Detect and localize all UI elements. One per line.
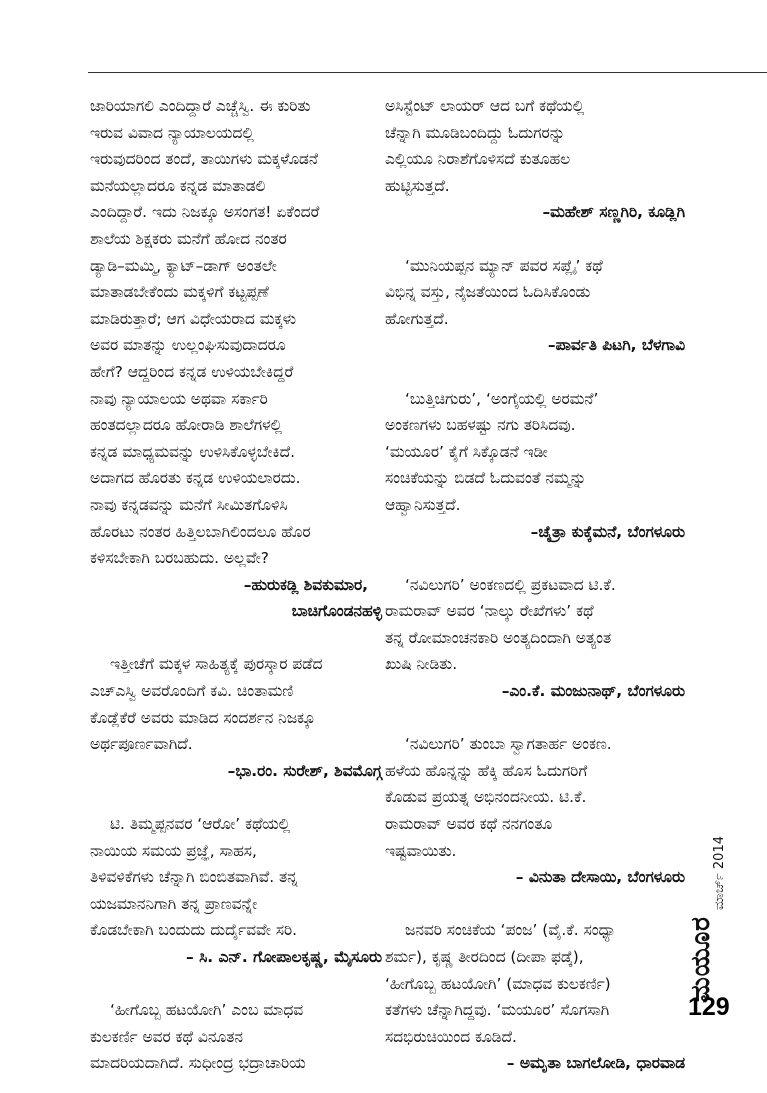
letter-signature: –ಚೈತ್ರಾ ಕುಕ್ಕೆಮನೆ, ಬೆಂಗಳೂರು	[530, 522, 685, 541]
body-line: ಮಾದರಿಯದಾಗಿದೆ. ಸುಧೀಂದ್ರ ಭದ್ರಾಚಾರಿಯ	[90, 1054, 306, 1073]
body-line: ಹೊರಟು ನಂತರ ಹಿತ್ತಿಲಬಾಗಿಲಿಂದಲೂ ಹೊರ	[90, 522, 311, 541]
letter	[385, 917, 685, 1077]
body-line: ಹಳೆಯ ಹೊನ್ನನ್ನು ಹೆಕ್ಕಿ ಹೊಸ ಓದುಗರಿಗೆ	[385, 761, 588, 780]
body-line: ಹೋಗುತ್ತದೆ.	[385, 309, 449, 328]
letter-signature: –ಪಾರ್ವತಿ ಪಿಟಗಿ, ಬೆಳಗಾವಿ	[547, 336, 685, 355]
body-line: ಶಾಲೆಯ ಶಿಕ್ಷಕರು ಮನೆಗೆ ಹೋದ ನಂತರ	[90, 229, 287, 248]
spacer	[90, 625, 382, 652]
letter-signature: – ಅಮೃತಾ ಬಾಗಲೋಡಿ, ಧಾರವಾಡ	[506, 1054, 685, 1073]
letter	[385, 572, 685, 705]
spacer	[90, 784, 382, 811]
body-line: ಜಾರಿಯಾಗಲಿ ಎಂದಿದ್ದಾರೆ ಎಚ್ಚೆಸ್ವಿ. ಈ ಕುರಿತು	[90, 97, 311, 115]
top-rule	[88, 72, 767, 73]
body-line: ಸಂಚಿಕೆಯನ್ನು ಬಿಡದೆ ಓದುವಂತೆ ನಮ್ಮನ್ನು	[385, 469, 587, 488]
body-line: ಅರ್ಥಪೂರ್ಣವಾಗಿದೆ.	[90, 735, 193, 754]
body-line: ‘ನವಿಲುಗರಿ’ ಅಂಕಣದಲ್ಲಿ ಪ್ರಕಟವಾದ ಟಿ.ಕೆ.	[405, 575, 616, 594]
body-line: ಮನೆಯಲ್ಲಾದರೂ ಕನ್ನಡ ಮಾತಾಡಲಿ	[90, 176, 266, 195]
body-line: ಶರ್ಮ), ಕೃಷ್ಣ ತೀರದಿಂದ (ದೀಪಾ ಫಡ್ಕೆ),	[385, 948, 584, 966]
body-line: ವಿಭಿನ್ನ ವಸ್ತು, ನೈಜತೆಯಿಂದ ಓದಿಸಿಕೊಂಡು	[385, 283, 591, 302]
letter-signature: – ಸಿ. ಎನ್. ಗೋಪಾಲಕೃಷ್ಣ, ಮೈಸೂರು	[186, 948, 382, 966]
body-line: ತಿಳಿವಳಿಕೆಗಳು ಚೆನ್ನಾಗಿ ಬಿಂಬಿತವಾಗಿವೆ. ತನ್ನ	[90, 868, 298, 887]
body-line: ‘ಹೀಗೊಬ್ಬ ಹಟಯೋಗಿ’ (ಮಾಧವ ಕುಲಕರ್ಣಿ)	[385, 974, 611, 993]
letter-signature: – ವಿನುತಾ ದೇಸಾಯಿ, ಬೆಂಗಳೂರು	[515, 868, 685, 887]
body-line: ಡ್ಯಾಡಿ–ಮಮ್ಮಿ, ಕ್ಯಾಟ್–ಡಾಗ್ ಅಂತಲೇ	[90, 256, 277, 275]
body-line: ‘ಬುತ್ತಿಚಿಗುರು’, ‘ಅಂಗೈಯಲ್ಲಿ ಅರಮನೆ’	[405, 389, 599, 408]
body-line: ‘ನವಿಲುಗರಿ’ ತುಂಬಾ ಸ್ವಾಗತಾರ್ಹ ಅಂಕಣ.	[405, 735, 612, 754]
body-line: ಸದಭಿರುಚಿಯಿಂದ ಕೂಡಿದೆ.	[385, 1027, 517, 1046]
body-line: ಎಚ್ಎಸ್ವಿ ಅವರೊಂದಿಗೆ ಕವಿ. ಚಿಂತಾಮಣಿ	[90, 682, 294, 701]
page-number: 129	[688, 993, 730, 1021]
body-line: ನಾಯಿಯ ಸಮಯ ಪ್ರಜ್ಞೆ, ಸಾಹಸ,	[90, 841, 257, 860]
body-line: ಕೊಡಬೇಕಾಗಿ ಬಂದುದು ದುರ್ದೈವವೇ ಸರಿ.	[90, 921, 298, 940]
body-line: ಅಸಿಸ್ಟೆಂಟ್ ಲಾಯರ್ ಆದ ಬಗೆ ಕಥೆಯಲ್ಲಿ	[385, 97, 585, 115]
body-line: ಇತ್ತೀಚೆಗೆ ಮಕ್ಕಳ ಸಾಹಿತ್ಯಕ್ಕೆ ಪುರಸ್ಕಾರ ಪಡೆದ	[110, 655, 323, 674]
body-line: ಅವರ ಮಾತನ್ನು ಉಲ್ಲಂಘಿಸುವುದಾದರೂ	[90, 336, 286, 355]
right-column	[385, 93, 685, 1077]
body-line: ನಾವು ಕನ್ನಡವನ್ನು ಮನೆಗೆ ಸೀಮಿತಗೊಳಿಸಿ	[90, 495, 288, 514]
body-line: ‘ಹೀಗೊಬ್ಬ ಹಟಯೋಗಿ’ ಎಂಬ ಮಾಧವ	[110, 1001, 304, 1020]
letter	[90, 93, 382, 625]
spacer	[385, 226, 685, 253]
body-line: ಎಲ್ಲಿಯೂ ನಿರಾಶೆಗೊಳಿಸದೆ ಕುತೂಹಲ	[385, 150, 571, 169]
body-line: ತನ್ನ ರೋಮಾಂಚನಕಾರಿ ಅಂತ್ಯದಿಂದಾಗಿ ಅತ್ಯಂತ	[385, 628, 612, 647]
letter-signature: –ಹುರುಕಡ್ಲಿ ಶಿವಕುಮಾರ,	[243, 575, 368, 594]
issue-date: ಮಾರ್ಚ್ 2014	[712, 836, 727, 910]
body-line: ಕುಲಕರ್ಣಿ ಅವರ ಕಥೆ ವಿನೂತನ	[90, 1027, 243, 1046]
body-line: ಟಿ. ತಿಮ್ಮಪ್ಪನವರ ‘ಆರೋ’ ಕಥೆಯಲ್ಲಿ	[110, 815, 291, 834]
body-line: ಖುಷಿ ನೀಡಿತು.	[385, 655, 458, 674]
spacer	[385, 545, 685, 572]
body-line: ಇರುವುದರಿಂದ ತಂದೆ, ತಾಯಿಗಳು ಮಕ್ಕಳೊಡನೆ	[90, 150, 319, 169]
letter-signature: ಬಾಚಿಗೊಂಡನಹಳ್ಳಿ	[291, 602, 382, 621]
body-line: ಎಂದಿದ್ದಾರೆ. ಇದು ನಿಜಕ್ಕೂ ಅಸಂಗತ! ಏಕೆಂದರೆ	[90, 203, 320, 222]
body-line: ಜನವರಿ ಸಂಚಿಕೆಯ ‘ಪಂಜ’ (ವೈ.ಕೆ. ಸಂಧ್ಯಾ	[405, 921, 617, 940]
body-line: ಹೇಗೆ? ಆದ್ದರಿಂದ ಕನ್ನಡ ಉಳಿಯಬೇಕಿದ್ದರೆ	[90, 362, 294, 381]
body-line: ಯಜಮಾನನಿಗಾಗಿ ತನ್ನ ಪ್ರಾಣವನ್ನೇ	[90, 894, 258, 913]
spacer	[385, 705, 685, 732]
body-line: ರಾಮರಾವ್ ಅವರ ಕಥೆ ನನಗಂತೂ	[385, 815, 553, 834]
letter	[90, 811, 382, 971]
body-line: ಅದಾಗದ ಹೊರತು ಕನ್ನಡ ಉಳಿಯಲಾರದು.	[90, 469, 301, 488]
letter	[385, 731, 685, 891]
letter-signature: –ಎಂ.ಕೆ. ಮಂಜುನಾಥ್, ಬೆಂಗಳೂರು	[501, 682, 685, 701]
spacer	[385, 359, 685, 386]
body-line: ಇಷ್ಟವಾಯಿತು.	[385, 841, 457, 860]
letter	[385, 386, 685, 546]
body-line: ಚೆನ್ನಾಗಿ ಮೂಡಿಬಂದಿದ್ದು ಓದುಗರನ್ನು	[385, 123, 566, 142]
body-line: ಹುಟ್ಟಿಸುತ್ತದೆ.	[385, 176, 450, 195]
body-line: ಕನ್ನಡ ಮಾಧ್ಯಮವನ್ನು ಉಳಿಸಿಕೊಳ್ಳಬೇಕಿದೆ.	[90, 442, 296, 461]
body-line: ಆಹ್ವಾನಿಸುತ್ತದೆ.	[385, 495, 461, 514]
body-line: ಕೊಡ್ಲೆಕೆರೆ ಅವರು ಮಾಡಿದ ಸಂದರ್ಶನ ನಿಜಕ್ಕೂ	[90, 708, 316, 727]
body-line: ನಾವು ನ್ಯಾಯಾಲಯ ಅಥವಾ ಸರ್ಕಾರಿ	[90, 389, 268, 408]
body-line: ಕೊಡುವ ಪ್ರಯತ್ನ ಅಭಿನಂದನೀಯ. ಟಿ.ಕೆ.	[385, 788, 587, 807]
letter	[385, 93, 685, 226]
letter	[90, 997, 382, 1077]
letter	[90, 651, 382, 784]
magazine-logo: ಮಯೂರ	[686, 916, 716, 1002]
letter-signature: –ಮಹೇಶ್ ಸಣ್ಣಗಿರಿ, ಕೂಡ್ಲಿಗಿ	[542, 203, 685, 222]
body-line: ಕಳಿಸಬೇಕಾಗಿ ಬರಬಹುದು. ಅಲ್ಲವೇ?	[90, 549, 269, 568]
body-line: ಅಂಕಣಗಳು ಬಹಳಷ್ಟು ನಗು ತರಿಸಿದವು.	[385, 416, 576, 435]
body-line: ರಾಮರಾವ್ ಅವರ ‘ನಾಲ್ಕು ರೇಖೆಗಳು’ ಕಥೆ	[385, 602, 594, 621]
spacer	[385, 891, 685, 918]
body-line: ‘ಮಯೂರ’ ಕೈಗೆ ಸಿಕ್ಕೊಡನೆ ಇಡೀ	[385, 442, 548, 461]
spacer	[90, 971, 382, 998]
left-column	[90, 93, 382, 1077]
letter-signature: –ಭಾ.ರಂ. ಸುರೇಶ್, ಶಿವಮೊಗ್ಗ	[227, 761, 382, 780]
body-line: ಇರುವ ವಿವಾದ ನ್ಯಾಯಾಲಯದಲ್ಲಿ	[90, 123, 254, 142]
body-line: ‘ಮುನಿಯಪ್ಪನ ಮ್ಯಾನ್ ಪವರ ಸಪ್ಲೈ’ ಕಥೆ	[405, 256, 603, 275]
body-line: ಹಂತದಲ್ಲಾದರೂ ಹೋರಾಡಿ ಶಾಲೆಗಳಲ್ಲಿ	[90, 416, 283, 435]
letter	[385, 253, 685, 359]
body-line: ಮಾಡಿರುತ್ತಾರೆ; ಆಗ ವಿಧೇಯರಾದ ಮಕ್ಕಳು	[90, 309, 296, 328]
body-line: ಕತೆಗಳು ಚೆನ್ನಾಗಿದ್ದವು. ‘ಮಯೂರ’ ಸೊಗಸಾಗಿ	[385, 1001, 610, 1020]
body-line: ಮಾತಾಡಬೇಕೆಂದು ಮಕ್ಕಳಿಗೆ ಕಟ್ಟಪ್ಪಣೆ	[90, 283, 269, 302]
